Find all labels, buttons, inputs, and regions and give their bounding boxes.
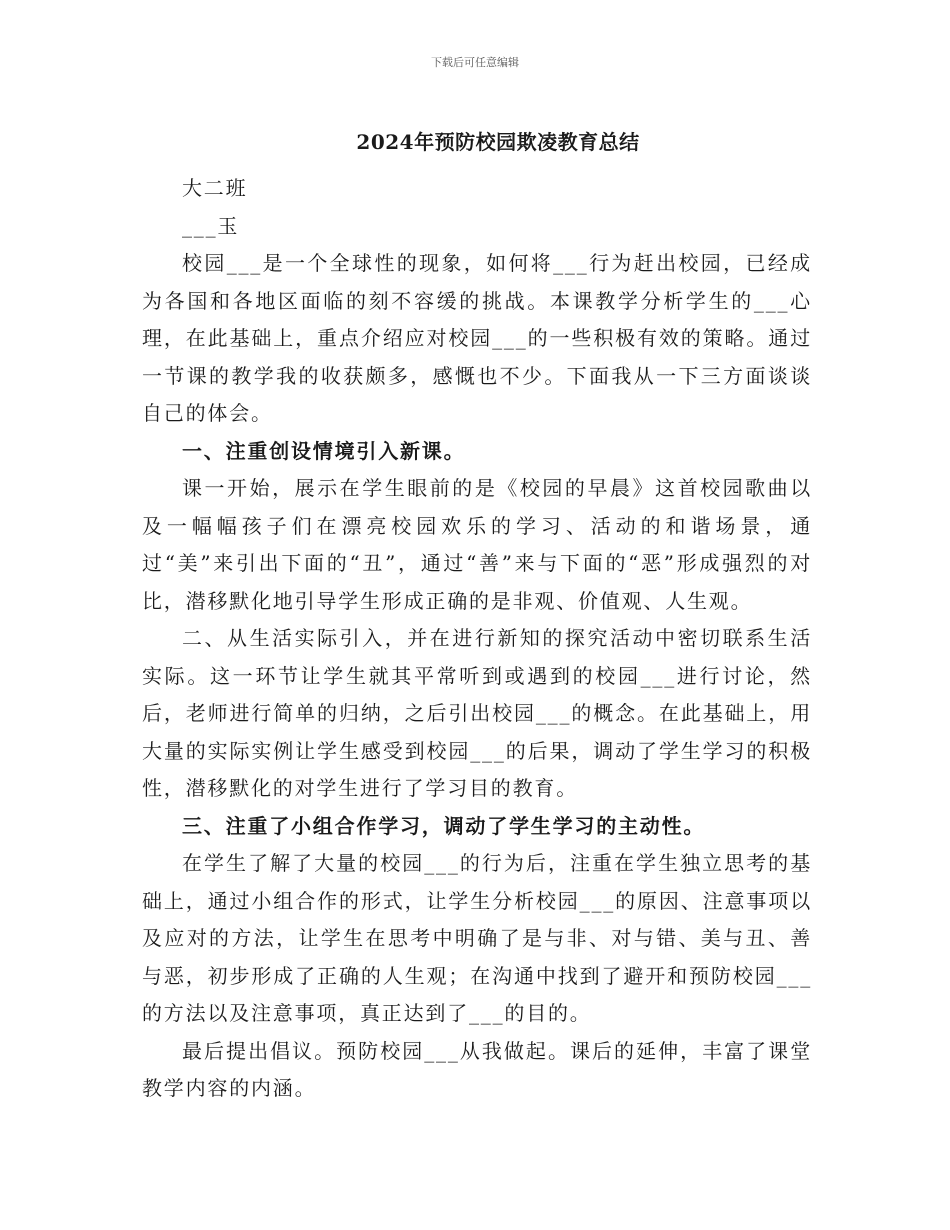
author-name: ___玉	[182, 213, 240, 238]
paragraph-3: 在学生了解了大量的校园___的行为后，注重在学生独立思考的基础上，通过小组合作的形式，让学生分析校园___的原因、注意事项以及应对的方法，让学生在思考中明确了是与非、对与错、美与丑、善与恶，初步形成了正确的人生观；在沟通中找到了避开和预防校园___的方法以及注意事项，真正达到了___的目的。	[142, 851, 812, 1025]
paragraph-intro: 校园___是一个全球性的现象，如何将___行为赶出校园，已经成为各国和各地区面临的刻不容缓的挑战。本课教学分析学生的___心理，在此基础上，重点介绍应对校园___的一些积极有效的策略。通过一节课的教学我的收获颇多，感慨也不少。下面我从一下三方面谈谈自己的体会。	[142, 251, 812, 425]
document-title: 2024年预防校园欺凌教育总结	[356, 130, 640, 154]
paragraph-2: 二、从生活实际引入，并在进行新知的探究活动中密切联系生活实际。这一环节让学生就其平常听到或遇到的校园___进行讨论，然后，老师进行简单的归纳，之后引出校园___的概念。在此基础上，用大量的实际实例让学生感受到校园___的后果，调动了学生学习的积极性，潜移默化的对学生进行了学习目的教育。	[142, 626, 812, 800]
class-name: 大二班	[182, 176, 248, 200]
document-body	[142, 170, 812, 1108]
paragraph-4: 最后提出倡议。预防校园___从我做起。课后的延伸，丰富了课堂教学内容的内涵。	[142, 1038, 812, 1100]
section-heading-1: 一、注重创设情境引入新课。	[182, 438, 466, 463]
paragraph-1: 课一开始，展示在学生眼前的是《校园的早晨》这首校园歌曲以及一幅幅孩子们在漂亮校园欢乐的学习、活动的和谐场景，通过“美”来引出下面的“丑”，通过“善”来与下面的“恶”形成强烈的对比，潜移默化地引导学生形成正确的是非观、价值观、人生观。	[142, 476, 812, 613]
header-note: 下载后可任意编辑	[431, 56, 519, 69]
section-heading-3: 三、注重了小组合作学习，调动了学生学习的主动性。	[182, 813, 706, 838]
